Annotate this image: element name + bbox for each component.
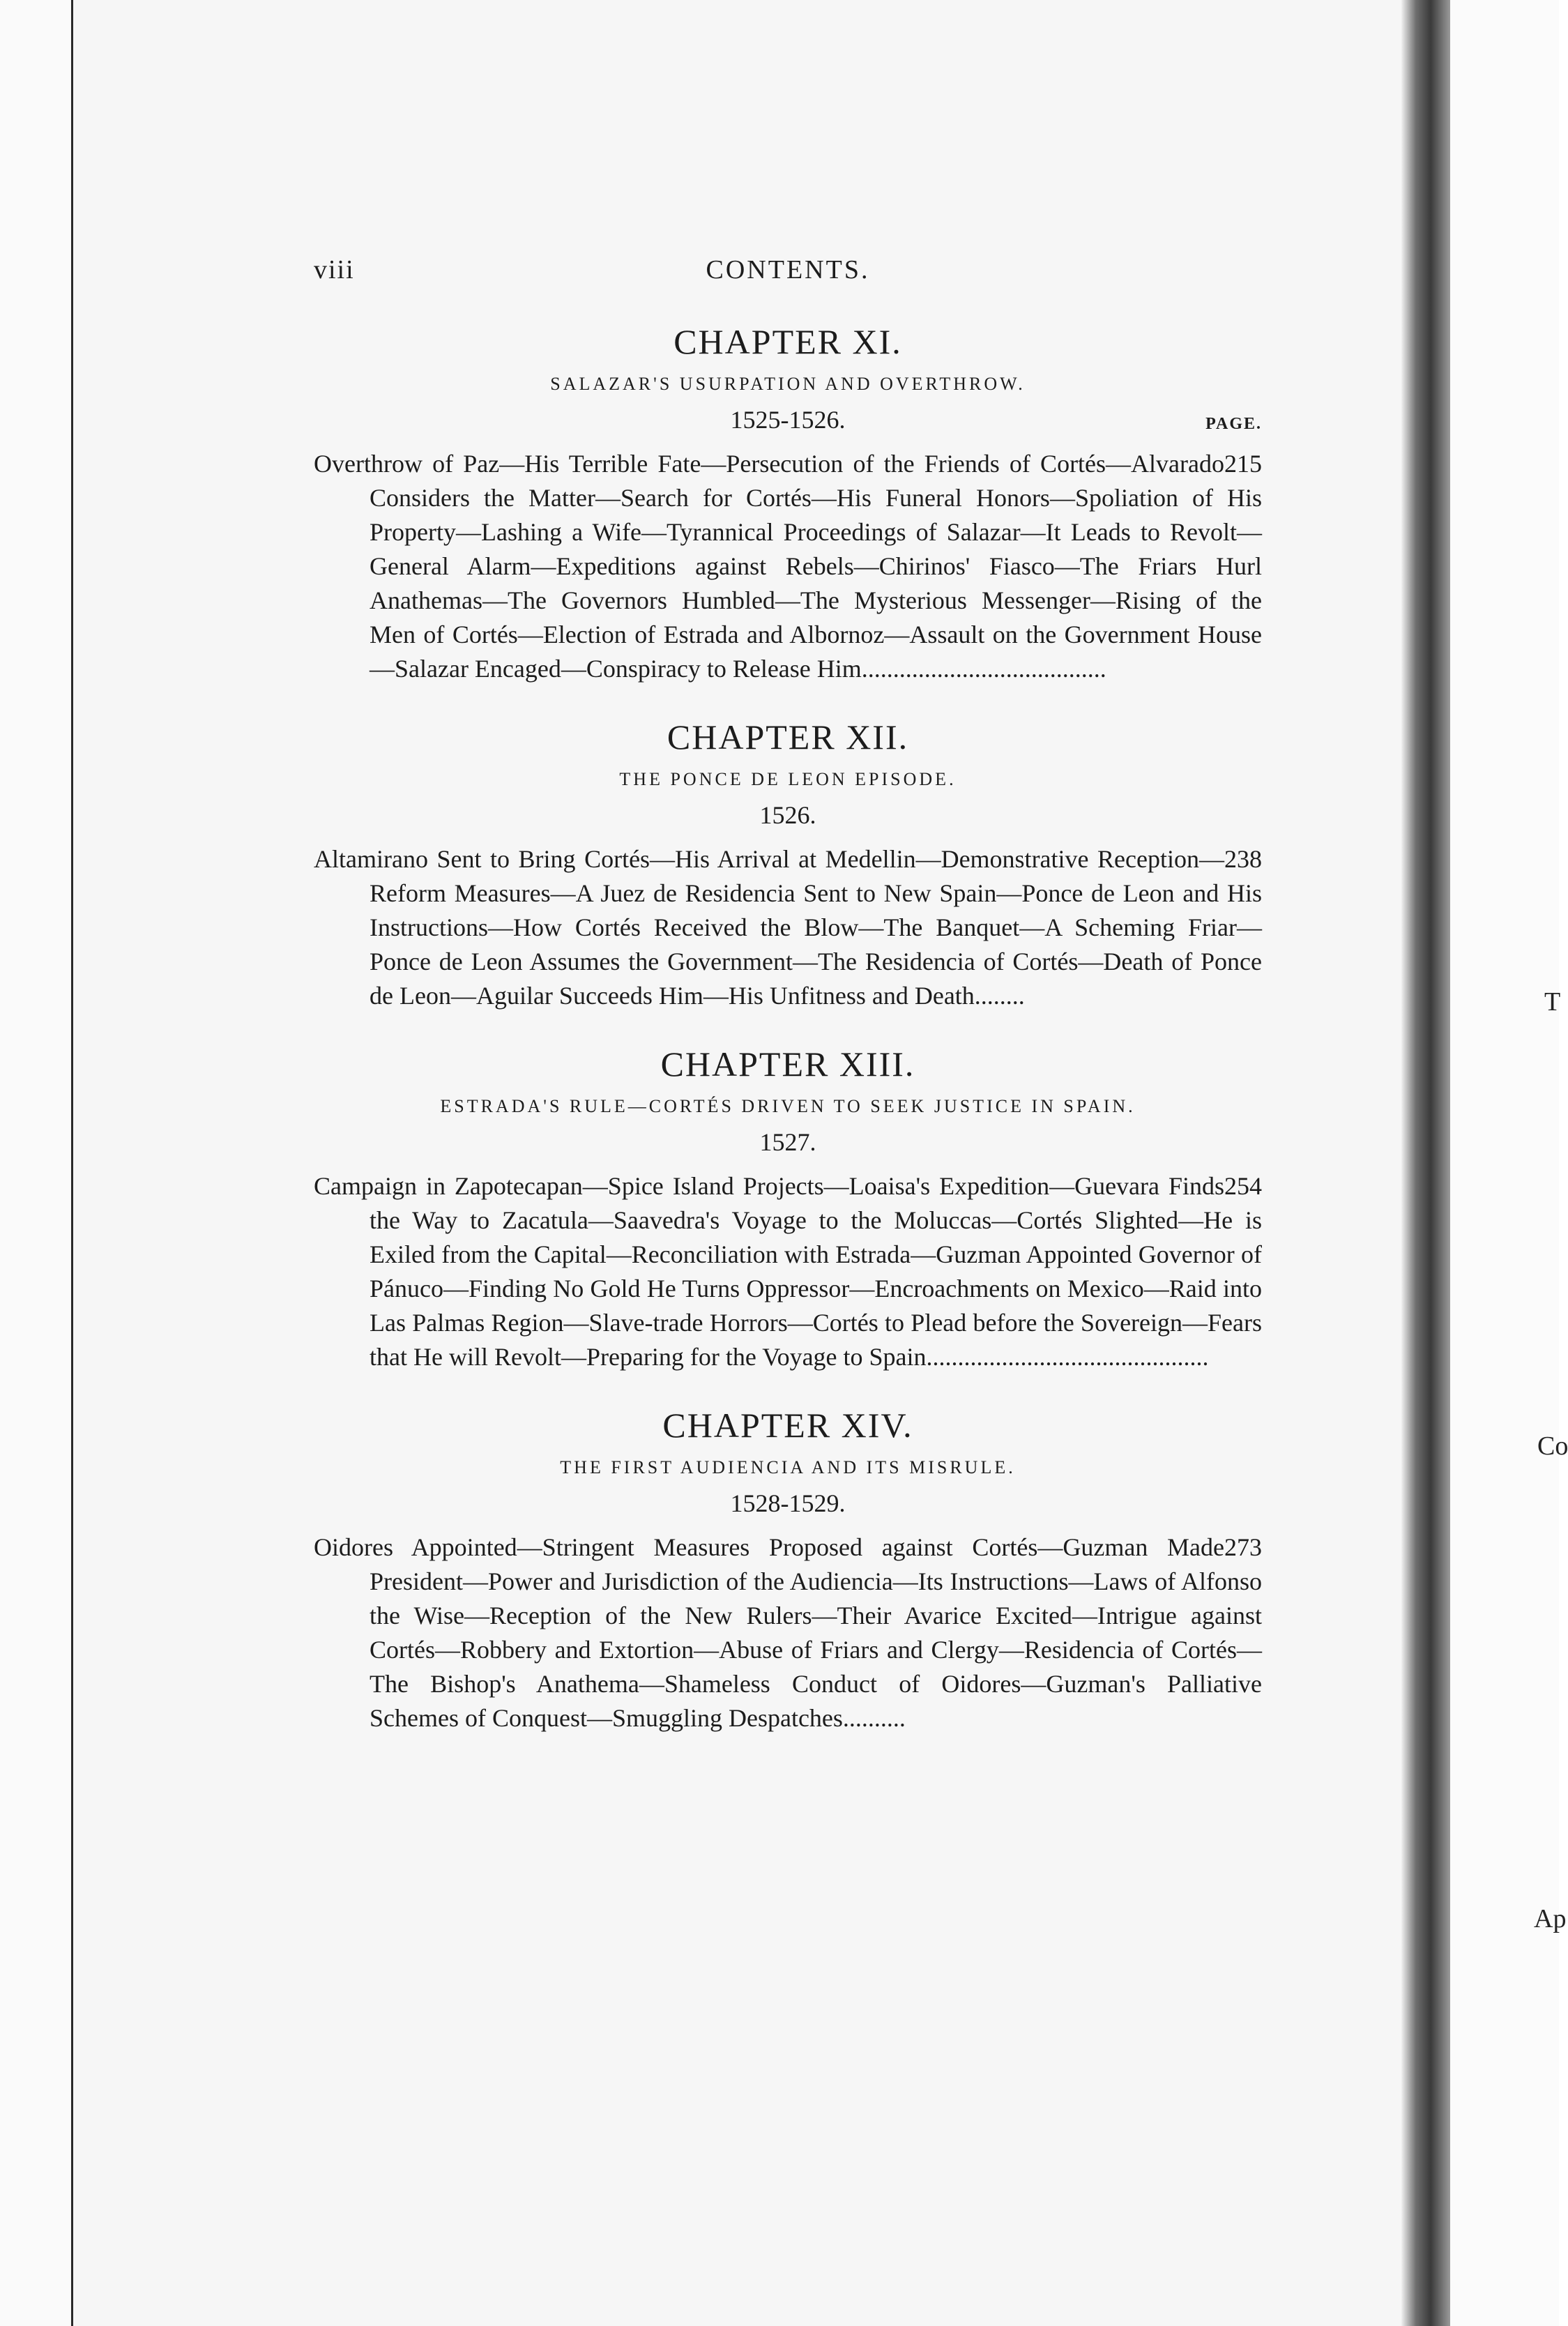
chapter-years-text: 1527. [759, 1128, 816, 1156]
chapter-summary [314, 1169, 1262, 1374]
chapter-summary-text: Altamirano Sent to Bring Cortés—His Arrival at Medellin—Demonstrative Reception—Reform Measures—A Juez de Residencia Sent to New Spain—Ponce de Leon and His Instructions—How Cortés Received the Blow—The Banquet—A Scheming Friar—Ponce de Leon Assumes the Government—The Residencia of Cortés—Death of Ponce de Leon—Aguilar Succeeds Him—His Unfitness and Death........ [314, 845, 1262, 1010]
chapter-title: CHAPTER XIII. [660, 1044, 915, 1084]
chapter-page-number: 238 [1224, 845, 1262, 873]
page-header [314, 254, 1262, 289]
adjacent-page-fragment: Ap [1534, 1904, 1567, 1933]
chapter-title: CHAPTER XII. [667, 717, 909, 757]
chapter-years [314, 798, 1262, 833]
chapter-years [314, 402, 1262, 437]
chapter-page-number: 215 [1224, 450, 1262, 478]
chapter-title: CHAPTER XIV. [662, 1406, 913, 1445]
chapter-subtitle: THE PONCE DE LEON EPISODE. [619, 769, 957, 789]
chapter-subtitle: ESTRADA'S RULE—CORTÉS DRIVEN TO SEEK JUSTICE IN SPAIN. [440, 1096, 1136, 1116]
adjacent-page-fragment: T [1544, 987, 1561, 1017]
chapter-page-number: 273 [1224, 1533, 1262, 1561]
chapter-years-text: 1528-1529. [730, 1489, 846, 1517]
chapter-years-text: 1526. [759, 801, 816, 829]
chapter-years [314, 1486, 1262, 1521]
chapter-entry [314, 1040, 1262, 1374]
chapter-entry [314, 1401, 1262, 1735]
scan-left-margin [0, 0, 73, 2326]
chapter-subtitle: SALAZAR'S USURPATION AND OVERTHROW. [550, 374, 1026, 394]
chapter-subtitle: THE FIRST AUDIENCIA AND ITS MISRULE. [560, 1457, 1016, 1477]
chapter-years-text: 1525-1526. [730, 406, 846, 434]
chapter-summary [314, 842, 1262, 1013]
chapter-summary [314, 1530, 1262, 1735]
chapter-summary-text: Campaign in Zapotecapan—Spice Island Projects—Loaisa's Expedition—Guevara Finds the Way to Zacatula—Saavedra's Voyage to the Moluccas—Cortés Slighted—He is Exiled from the Capital—Reconciliation with Estrada—Guzman Appointed Governor of Pánuco—Finding No Gold He Turns Oppressor—Encroachments on Mexico—Raid into Las Palmas Region—Slave-trade Horrors—Cortés to Plead before the Sovereign—Fears that He will Revolt—Preparing for the Voyage to Spain............................................. [314, 1172, 1262, 1371]
page-column-label: PAGE. [1205, 415, 1262, 433]
page-folio: viii [314, 255, 355, 284]
adjacent-page [1450, 0, 1568, 2326]
chapter-years [314, 1125, 1262, 1160]
chapter-entry [314, 713, 1262, 1013]
chapter-entry [314, 317, 1262, 686]
chapter-page-number: 254 [1224, 1172, 1262, 1200]
chapter-title: CHAPTER XI. [673, 322, 902, 361]
adjacent-page-fragment: Co [1537, 1431, 1568, 1461]
chapter-summary [314, 447, 1262, 686]
chapter-summary-text: Overthrow of Paz—His Terrible Fate—Persecution of the Friends of Cortés—Alvarado Considers the Matter—Search for Cortés—His Funeral Honors—Spoliation of His Property—Lashing a Wife—Tyrannical Proceedings of Salazar—It Leads to Revolt—General Alarm—Expeditions against Rebels—Chirinos' Fiasco—The Friars Hurl Anathemas—The Governors Humbled—The Mysterious Messenger—Rising of the Men of Cortés—Election of Estrada and Albornoz—Assault on the Government House—Salazar Encaged—Conspiracy to Release Him....................................... [314, 450, 1262, 683]
running-title: CONTENTS. [706, 255, 870, 284]
contents-body [314, 317, 1262, 1762]
book-gutter [1401, 0, 1450, 2326]
chapter-summary-text: Oidores Appointed—Stringent Measures Proposed against Cortés—Guzman Made President—Power and Jurisdiction of the Audiencia—Its Instructions—Laws of Alfonso the Wise—Reception of the New Rulers—Their Avarice Excited—Intrigue against Cortés—Robbery and Extortion—Abuse of Friars and Clergy—Residencia of Cortés—The Bishop's Anathema—Shameless Conduct of Oidores—Guzman's Palliative Schemes of Conquest—Smuggling Despatches.......... [314, 1533, 1262, 1732]
